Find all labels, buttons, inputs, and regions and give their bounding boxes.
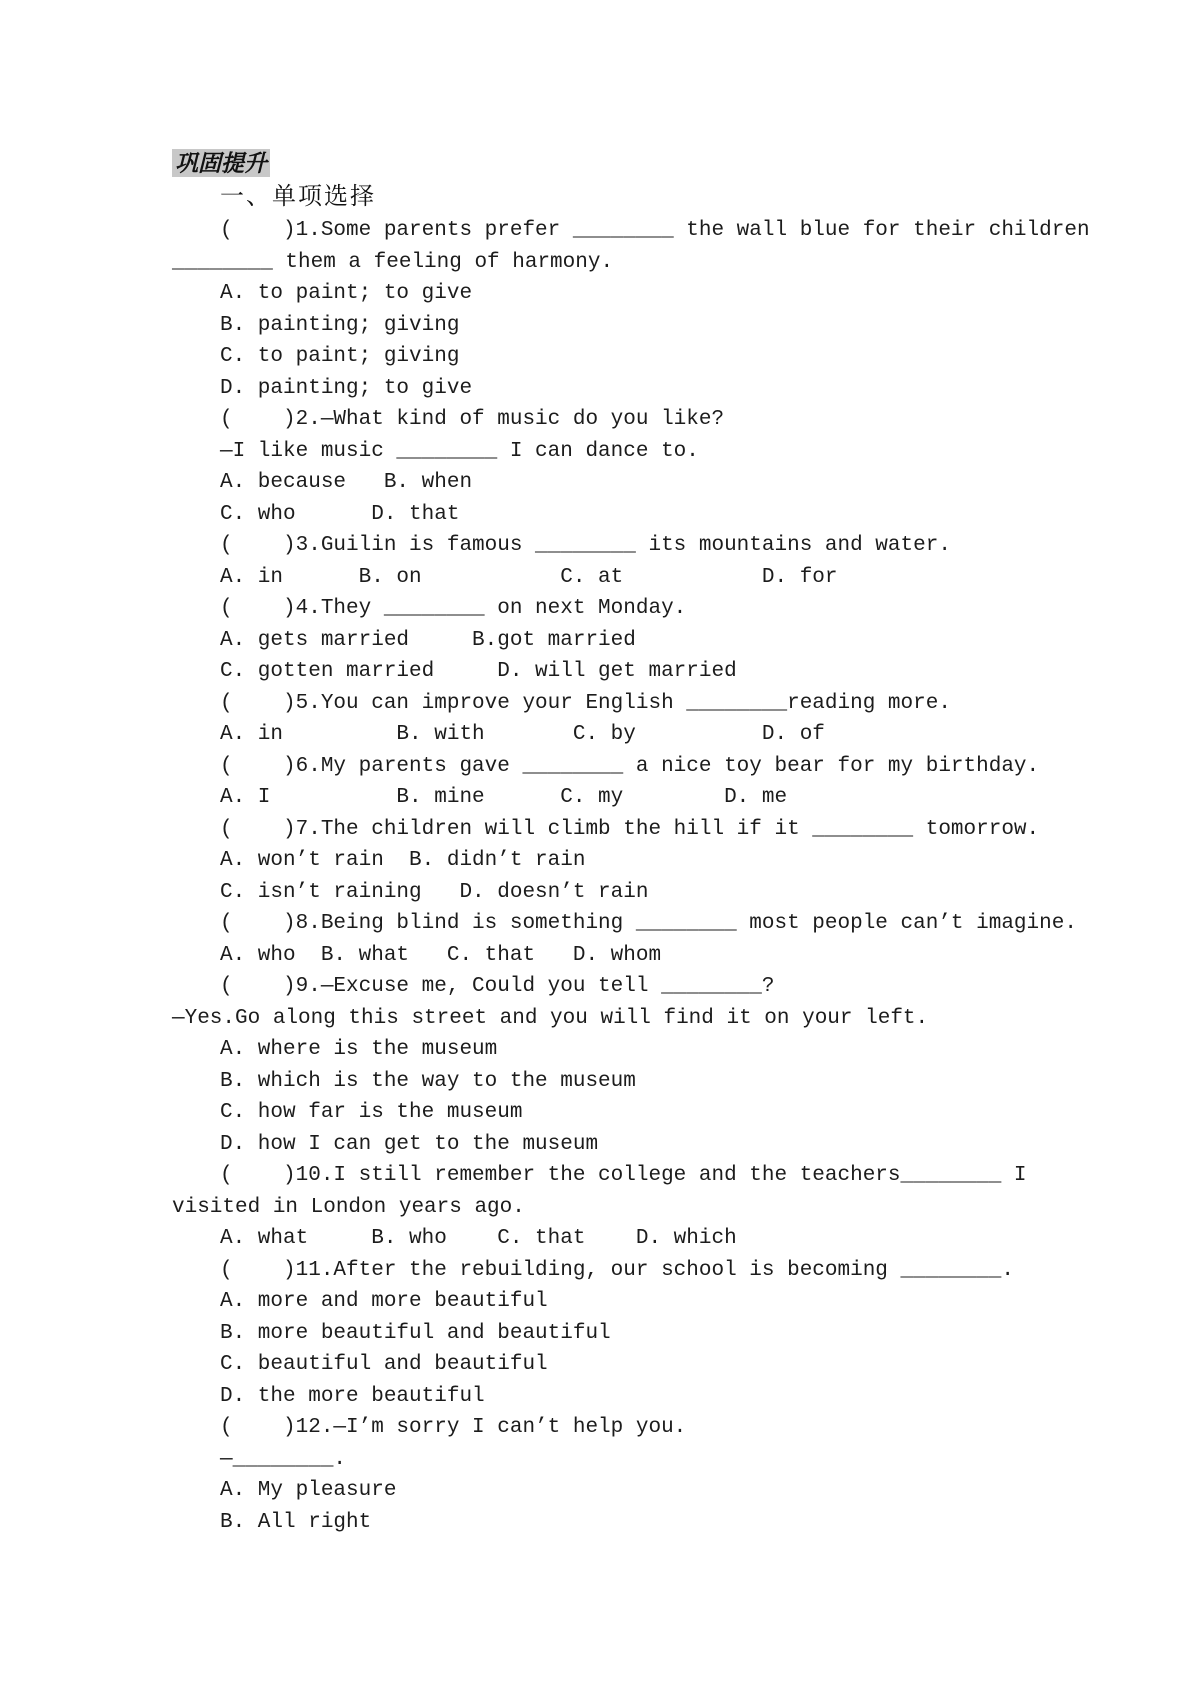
- text-line: A. My pleasure: [220, 1479, 397, 1502]
- text-line: A. more and more beautiful: [220, 1290, 548, 1313]
- text-line: B. All right: [220, 1510, 372, 1534]
- text-line: ( )8.Being blind is something ________ most people can’t imagine.: [220, 912, 1077, 935]
- section-title: 一、单项选择: [220, 183, 376, 210]
- text-line: ( )11.After the rebuilding, our school is becoming ________.: [220, 1258, 1014, 1282]
- text-line: —I like music ________ I can dance to.: [220, 439, 699, 463]
- text-line: ( )6.My parents gave ________ a nice toy bear for my birthday.: [220, 754, 1040, 778]
- text-line: A. gets married B.got married: [220, 628, 636, 652]
- text-line: ( )7.The children will climb the hill if it ________ tomorrow.: [220, 817, 1040, 841]
- text-line: —Yes.Go along this street and you will find it on your left.: [172, 1006, 929, 1030]
- text-line: A. in B. with C. by D. of: [220, 723, 825, 746]
- text-line: ( )12.—I’m sorry I can’t help you.: [220, 1416, 687, 1439]
- text-line: ( )1.Some parents prefer ________ the wall blue for their children: [220, 219, 1090, 242]
- text-line: D. the more beautiful: [220, 1384, 485, 1408]
- text-line: —________.: [220, 1447, 347, 1471]
- text-line: C. to paint; giving: [220, 345, 460, 368]
- text-line: ( )10.I still remember the college and the teachers________ I: [220, 1164, 1027, 1187]
- text-line: C. beautiful and beautiful: [220, 1353, 548, 1376]
- exercise-header: 巩固提升: [172, 149, 270, 177]
- text-line: C. who D. that: [220, 502, 460, 526]
- text-line: ________ them a feeling of harmony.: [172, 250, 614, 274]
- text-line: D. how I can get to the museum: [220, 1132, 599, 1156]
- text-line: B. which is the way to the museum: [220, 1069, 636, 1093]
- text-line: A. because B. when: [220, 471, 473, 494]
- text-line: D. painting; to give: [220, 376, 473, 400]
- text-line: A. I B. mine C. my D. me: [220, 786, 788, 809]
- text-line: ( )3.Guilin is famous ________ its mountains and water.: [220, 534, 951, 557]
- text-line: A. in B. on C. at D. for: [220, 565, 838, 589]
- text-line: B. more beautiful and beautiful: [220, 1321, 611, 1345]
- text-line: A. who B. what C. that D. whom: [220, 943, 662, 967]
- text-line: ( )9.—Excuse me, Could you tell ________?: [220, 975, 775, 998]
- exercise-lines: [172, 215, 1152, 1538]
- text-line: ( )4.They ________ on next Monday.: [220, 597, 687, 620]
- document-content: [172, 149, 1152, 1538]
- text-line: visited in London years ago.: [172, 1195, 525, 1219]
- text-line: B. painting; giving: [220, 313, 460, 337]
- text-line: ( )2.—What kind of music do you like?: [220, 408, 725, 431]
- text-line: C. gotten married D. will get married: [220, 660, 737, 683]
- text-line: C. isn’t raining D. doesn’t rain: [220, 880, 649, 904]
- text-line: ( )5.You can improve your English ________reading more.: [220, 691, 951, 715]
- text-line: A. won’t rain B. didn’t rain: [220, 849, 586, 872]
- text-line: A. to paint; to give: [220, 282, 473, 305]
- text-line: C. how far is the museum: [220, 1101, 523, 1124]
- text-line: A. what B. who C. that D. which: [220, 1227, 737, 1250]
- text-line: A. where is the museum: [220, 1038, 498, 1061]
